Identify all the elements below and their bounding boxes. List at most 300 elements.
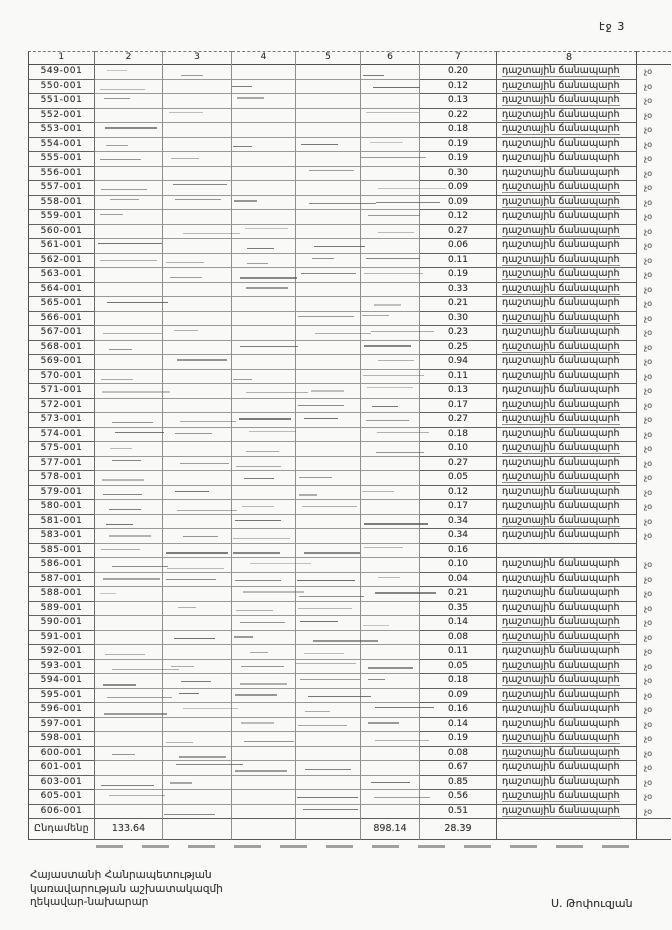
empty-cell bbox=[232, 166, 296, 182]
scan-noise bbox=[304, 552, 360, 554]
empty-cell bbox=[361, 180, 420, 196]
empty-cell bbox=[296, 325, 361, 341]
edge-fragment: չօ bbox=[644, 719, 653, 729]
empty-cell bbox=[163, 717, 232, 733]
table-row bbox=[28, 485, 671, 500]
empty-cell bbox=[95, 499, 163, 515]
area-value-cell: 0.16 bbox=[420, 702, 497, 718]
land-use-label: դաշտային ճանապարհ bbox=[502, 645, 620, 656]
parcel-code-cell: 561-001 bbox=[28, 238, 95, 254]
scan-noise bbox=[167, 568, 224, 569]
table-row bbox=[28, 195, 671, 210]
scan-noise bbox=[366, 112, 419, 113]
parcel-code-cell: 572-001 bbox=[28, 398, 95, 414]
scan-noise bbox=[166, 552, 229, 554]
land-use-label: դաշտային ճանապարհ bbox=[502, 195, 620, 207]
scan-noise bbox=[301, 273, 355, 274]
scan-noise bbox=[109, 349, 132, 350]
land-use-cell bbox=[497, 93, 637, 109]
parcel-code-cell: 594-001 bbox=[28, 673, 95, 689]
scan-noise bbox=[361, 157, 425, 158]
land-use-label: դաշտային ճանապարհ bbox=[502, 732, 620, 743]
table-row bbox=[28, 340, 671, 355]
scan-noise bbox=[233, 552, 280, 554]
empty-cell bbox=[361, 470, 420, 486]
scan-noise bbox=[371, 782, 410, 783]
parcel-code-cell: 593-001 bbox=[28, 659, 95, 675]
scan-noise bbox=[166, 742, 193, 743]
scan-noise bbox=[103, 494, 142, 495]
empty-cell bbox=[95, 601, 163, 617]
land-use-cell bbox=[497, 282, 637, 298]
land-use-label: դաշտային ճանապարհ bbox=[502, 485, 620, 497]
land-use-cell bbox=[497, 383, 637, 399]
empty-cell bbox=[95, 615, 163, 631]
empty-cell bbox=[232, 746, 296, 762]
edge-fragment: չօ bbox=[644, 676, 653, 685]
scan-noise bbox=[233, 379, 253, 380]
empty-cell bbox=[232, 224, 296, 240]
empty-cell bbox=[296, 108, 361, 124]
empty-cell bbox=[163, 441, 232, 457]
land-use-cell bbox=[497, 137, 637, 153]
scan-noise bbox=[235, 770, 287, 772]
empty-cell bbox=[95, 441, 163, 457]
land-use-label: դաշտային ճանապարհ bbox=[502, 746, 620, 758]
empty-cell bbox=[95, 238, 163, 254]
parcel-code-cell: 579-001 bbox=[28, 485, 95, 501]
scan-noise bbox=[300, 679, 360, 680]
edge-fragment: չօ bbox=[644, 806, 653, 816]
scan-noise bbox=[363, 75, 384, 76]
empty-cell bbox=[361, 456, 420, 472]
scan-noise bbox=[239, 418, 291, 420]
scan-noise bbox=[183, 536, 219, 537]
land-use-cell bbox=[497, 731, 637, 747]
empty-cell bbox=[361, 499, 420, 515]
empty-cell bbox=[296, 209, 361, 225]
empty-cell bbox=[163, 166, 232, 182]
table-row bbox=[28, 470, 671, 485]
empty-cell bbox=[95, 311, 163, 327]
scan-noise bbox=[300, 621, 337, 622]
table-row bbox=[28, 746, 671, 761]
land-use-cell bbox=[497, 180, 637, 196]
empty-cell bbox=[95, 398, 163, 414]
scan-noise bbox=[364, 273, 423, 274]
empty-cell bbox=[95, 456, 163, 472]
scan-noise bbox=[110, 199, 139, 200]
empty-cell bbox=[361, 441, 420, 457]
empty-cell bbox=[361, 673, 420, 689]
empty-cell bbox=[296, 586, 361, 602]
table-row bbox=[28, 93, 671, 108]
parcel-code-cell: 563-001 bbox=[28, 267, 95, 283]
scan-noise bbox=[170, 277, 202, 278]
edge-fragment: չօ bbox=[644, 603, 653, 613]
empty-cell bbox=[361, 64, 420, 80]
area-value-cell: 0.12 bbox=[420, 79, 497, 95]
empty-cell bbox=[232, 427, 296, 443]
land-use-cell bbox=[497, 586, 637, 602]
scan-noise bbox=[298, 316, 353, 317]
table-row bbox=[28, 702, 671, 717]
empty-cell bbox=[232, 543, 296, 559]
empty-cell bbox=[163, 688, 232, 704]
area-value-cell: 0.08 bbox=[420, 746, 497, 762]
edge-fragment: չօ bbox=[644, 502, 653, 511]
empty-cell bbox=[163, 804, 232, 820]
scan-noise bbox=[179, 756, 226, 758]
empty-cell bbox=[163, 615, 232, 631]
empty-cell bbox=[361, 166, 420, 182]
empty-cell bbox=[296, 64, 361, 80]
empty-cell bbox=[95, 789, 163, 805]
parcel-code-cell: 583-001 bbox=[28, 528, 95, 544]
empty-cell bbox=[296, 528, 361, 544]
area-value-cell: 0.20 bbox=[420, 64, 497, 80]
parcel-code-cell: 585-001 bbox=[28, 543, 95, 559]
scan-noise bbox=[362, 491, 394, 492]
empty-cell bbox=[232, 688, 296, 704]
area-value-cell: 0.27 bbox=[420, 412, 497, 428]
empty-cell bbox=[95, 282, 163, 298]
parcel-code-cell: 571-001 bbox=[28, 383, 95, 399]
empty-cell bbox=[361, 688, 420, 704]
empty-cell bbox=[232, 180, 296, 196]
total-col2-value: 133.64 bbox=[95, 818, 163, 840]
area-value-cell: 0.30 bbox=[420, 166, 497, 182]
scan-noise bbox=[370, 142, 402, 143]
area-value-cell: 0.17 bbox=[420, 499, 497, 515]
area-value-cell: 0.19 bbox=[420, 731, 497, 747]
edge-fragment: չօ bbox=[644, 139, 653, 149]
land-use-label: դաշտային ճանապարհ bbox=[502, 65, 620, 76]
edge-fragment: չօ bbox=[644, 154, 653, 163]
empty-cell bbox=[296, 398, 361, 414]
empty-cell bbox=[232, 325, 296, 341]
land-use-label: դաշտային ճանապարհ bbox=[502, 355, 620, 366]
scan-noise bbox=[236, 610, 273, 611]
land-use-label: դաշտային ճանապարհ bbox=[502, 529, 620, 540]
empty-cell bbox=[163, 108, 232, 124]
empty-cell bbox=[95, 528, 163, 544]
empty-cell bbox=[163, 224, 232, 240]
land-use-cell bbox=[497, 659, 637, 675]
table-row bbox=[28, 499, 671, 514]
scan-noise bbox=[235, 580, 281, 581]
area-value-cell: 0.14 bbox=[420, 717, 497, 733]
page-number: էջ 3 bbox=[599, 20, 626, 33]
scan-noise bbox=[101, 549, 140, 550]
empty-cell bbox=[95, 340, 163, 356]
scan-noise bbox=[115, 432, 164, 433]
total-empty-cell bbox=[296, 818, 361, 840]
scan-noise bbox=[106, 524, 133, 525]
edge-fragment: չօ bbox=[644, 705, 653, 714]
area-value-cell: 0.27 bbox=[420, 224, 497, 240]
scan-noise bbox=[164, 814, 215, 815]
empty-cell bbox=[95, 354, 163, 370]
empty-cell bbox=[232, 238, 296, 254]
empty-cell bbox=[95, 746, 163, 762]
land-use-label: դաշտային ճանապարհ bbox=[502, 442, 620, 453]
empty-cell bbox=[361, 412, 420, 428]
edge-fragment: չօ bbox=[644, 777, 653, 787]
land-use-cell bbox=[497, 325, 637, 341]
empty-cell bbox=[95, 760, 163, 776]
area-value-cell: 0.56 bbox=[420, 789, 497, 805]
column-header: 4 bbox=[232, 51, 296, 65]
parcel-code-cell: 606-001 bbox=[28, 804, 95, 820]
empty-cell bbox=[296, 166, 361, 182]
empty-cell bbox=[361, 340, 420, 356]
scan-noise bbox=[314, 246, 365, 247]
scan-noise bbox=[299, 494, 317, 496]
area-value-cell: 0.34 bbox=[420, 528, 497, 544]
parcel-code-cell: 592-001 bbox=[28, 644, 95, 660]
empty-cell bbox=[95, 64, 163, 80]
land-use-cell bbox=[497, 122, 637, 138]
empty-cell bbox=[232, 470, 296, 486]
scan-noise bbox=[170, 782, 192, 784]
empty-cell bbox=[232, 717, 296, 733]
land-use-cell bbox=[497, 514, 637, 530]
empty-cell bbox=[296, 369, 361, 385]
scan-noise bbox=[175, 199, 221, 200]
empty-cell bbox=[232, 485, 296, 501]
table-row bbox=[28, 615, 671, 630]
empty-cell bbox=[95, 79, 163, 95]
scan-noise bbox=[233, 146, 251, 147]
table-row bbox=[28, 441, 671, 456]
empty-cell bbox=[163, 296, 232, 312]
empty-cell bbox=[232, 557, 296, 573]
land-use-label: դաշտային ճանապարհ bbox=[502, 123, 620, 134]
area-value-cell: 0.05 bbox=[420, 659, 497, 675]
scan-noise bbox=[100, 214, 124, 215]
table-row bbox=[28, 224, 671, 239]
land-use-cell bbox=[497, 209, 637, 225]
empty-cell bbox=[163, 557, 232, 573]
empty-cell bbox=[361, 789, 420, 805]
empty-cell bbox=[95, 137, 163, 153]
table-row bbox=[28, 282, 671, 297]
scan-noise bbox=[166, 579, 216, 580]
edge-fragment: չօ bbox=[644, 313, 653, 323]
empty-cell bbox=[296, 427, 361, 443]
edge-fragment: չօ bbox=[644, 386, 653, 395]
scan-noise bbox=[235, 520, 281, 521]
empty-cell bbox=[361, 267, 420, 283]
table-row bbox=[28, 311, 671, 326]
scan-noise bbox=[241, 722, 274, 724]
parcel-code-cell: 590-001 bbox=[28, 615, 95, 631]
scan-noise bbox=[181, 681, 211, 682]
scan-noise bbox=[376, 452, 424, 453]
parcel-code-cell: 580-001 bbox=[28, 499, 95, 515]
empty-cell bbox=[361, 644, 420, 660]
empty-cell bbox=[361, 137, 420, 153]
area-value-cell: 0.09 bbox=[420, 180, 497, 196]
table-row bbox=[28, 238, 671, 253]
parcel-code-cell: 551-001 bbox=[28, 93, 95, 109]
edge-fragment: չօ bbox=[644, 690, 653, 700]
land-use-label: դաշտային ճանապարհ bbox=[502, 616, 620, 627]
area-value-cell: 0.19 bbox=[420, 137, 497, 153]
empty-cell bbox=[361, 195, 420, 211]
edge-fragment: չօ bbox=[644, 125, 653, 134]
table-row bbox=[28, 180, 671, 195]
land-use-label: դաշտային ճանապարհ bbox=[502, 703, 620, 714]
empty-cell bbox=[163, 340, 232, 356]
edge-fragment: չօ bbox=[644, 415, 653, 424]
land-use-label: դաշտային ճանապարհ bbox=[502, 311, 620, 323]
scan-noise bbox=[237, 97, 264, 99]
area-value-cell: 0.19 bbox=[420, 151, 497, 167]
empty-cell bbox=[163, 572, 232, 588]
edge-fragment: չօ bbox=[644, 748, 653, 758]
empty-cell bbox=[232, 383, 296, 399]
edge-fragment: չօ bbox=[644, 560, 653, 569]
scan-noise bbox=[236, 466, 280, 467]
empty-cell bbox=[296, 238, 361, 254]
land-use-cell bbox=[497, 456, 637, 472]
edge-fragment: չօ bbox=[644, 357, 653, 366]
total-empty-cell bbox=[497, 818, 637, 840]
table-row bbox=[28, 166, 671, 181]
empty-cell bbox=[163, 427, 232, 443]
empty-cell bbox=[296, 456, 361, 472]
area-value-cell: 0.19 bbox=[420, 267, 497, 283]
edge-fragment: չօ bbox=[644, 81, 653, 91]
parcel-code-cell: 595-001 bbox=[28, 688, 95, 704]
parcel-code-cell: 577-001 bbox=[28, 456, 95, 472]
empty-cell bbox=[361, 717, 420, 733]
empty-cell bbox=[361, 311, 420, 327]
empty-cell bbox=[296, 412, 361, 428]
scan-noise bbox=[100, 593, 117, 594]
empty-cell bbox=[361, 369, 420, 385]
scan-noise bbox=[298, 608, 352, 609]
land-use-label: դաշտային ճանապարհ bbox=[502, 79, 620, 91]
scan-noise bbox=[297, 797, 358, 798]
empty-cell bbox=[361, 630, 420, 646]
empty-cell bbox=[232, 789, 296, 805]
scan-noise bbox=[110, 448, 133, 449]
edge-fragment: չօ bbox=[644, 618, 653, 627]
empty-cell bbox=[296, 731, 361, 747]
area-value-cell: 0.21 bbox=[420, 296, 497, 312]
empty-cell bbox=[163, 383, 232, 399]
table-row bbox=[28, 296, 671, 311]
table-row bbox=[28, 325, 671, 340]
empty-cell bbox=[163, 499, 232, 515]
total-label: Ընդամենը bbox=[28, 818, 95, 840]
empty-cell bbox=[163, 760, 232, 776]
table-row bbox=[28, 383, 671, 398]
scan-noise bbox=[109, 795, 165, 796]
empty-cell bbox=[95, 630, 163, 646]
empty-cell bbox=[232, 456, 296, 472]
scan-noise bbox=[378, 577, 400, 578]
area-value-cell: 0.25 bbox=[420, 340, 497, 356]
empty-cell bbox=[296, 485, 361, 501]
scan-noise bbox=[372, 406, 398, 407]
scan-noise bbox=[296, 663, 356, 664]
scan-noise bbox=[298, 405, 344, 406]
parcel-code-cell: 581-001 bbox=[28, 514, 95, 530]
empty-cell bbox=[232, 137, 296, 153]
scan-noise bbox=[171, 666, 193, 667]
scan-noise bbox=[177, 510, 237, 511]
scan-noise bbox=[240, 622, 285, 623]
parcel-code-cell: 588-001 bbox=[28, 586, 95, 602]
edge-fragment: չօ bbox=[644, 270, 653, 279]
empty-cell bbox=[361, 615, 420, 631]
scan-noise bbox=[246, 451, 279, 452]
empty-cell bbox=[95, 775, 163, 791]
empty-cell bbox=[232, 630, 296, 646]
empty-cell bbox=[95, 572, 163, 588]
empty-cell bbox=[296, 311, 361, 327]
empty-cell bbox=[95, 93, 163, 109]
empty-cell bbox=[232, 108, 296, 124]
scan-noise bbox=[299, 477, 332, 478]
land-use-cell bbox=[497, 340, 637, 356]
land-use-label: դաշտային ճանապարհ bbox=[502, 94, 620, 105]
parcel-code-cell: 567-001 bbox=[28, 325, 95, 341]
column-header: 2 bbox=[95, 51, 163, 65]
area-value-cell: 0.23 bbox=[420, 325, 497, 341]
table-row bbox=[28, 354, 671, 369]
area-value-cell: 0.04 bbox=[420, 572, 497, 588]
land-use-cell bbox=[497, 499, 637, 515]
scan-noise bbox=[363, 625, 388, 626]
empty-cell bbox=[95, 804, 163, 820]
scan-noise bbox=[173, 184, 226, 185]
parcel-code-cell: 578-001 bbox=[28, 470, 95, 486]
scan-noise bbox=[374, 304, 401, 306]
land-use-label: դաշտային ճանապարհ bbox=[502, 717, 620, 729]
empty-cell bbox=[361, 601, 420, 617]
edge-fragment: չօ bbox=[644, 792, 653, 801]
land-use-cell bbox=[497, 557, 637, 573]
land-use-label: դաշտային ճանապարհ bbox=[502, 326, 620, 337]
empty-cell bbox=[232, 601, 296, 617]
area-value-cell: 0.27 bbox=[420, 456, 497, 472]
edge-fragment: չօ bbox=[644, 299, 653, 308]
empty-cell bbox=[163, 746, 232, 762]
land-use-cell bbox=[497, 485, 637, 501]
scan-noise bbox=[312, 258, 333, 259]
table-row bbox=[28, 586, 671, 601]
scan-noise bbox=[366, 258, 419, 259]
scan-noise bbox=[244, 741, 294, 742]
empty-cell bbox=[232, 441, 296, 457]
empty-cell bbox=[163, 412, 232, 428]
empty-cell bbox=[296, 630, 361, 646]
empty-cell bbox=[232, 398, 296, 414]
scan-noise bbox=[102, 479, 143, 481]
land-use-label: դաշտային ճանապարհ bbox=[502, 369, 620, 381]
footer-line: Հայաստանի Հանրապետության bbox=[30, 869, 212, 881]
scan-noise bbox=[305, 711, 330, 712]
parcel-code-cell: 601-001 bbox=[28, 760, 95, 776]
empty-cell bbox=[163, 369, 232, 385]
empty-cell bbox=[163, 282, 232, 298]
empty-cell bbox=[296, 775, 361, 791]
